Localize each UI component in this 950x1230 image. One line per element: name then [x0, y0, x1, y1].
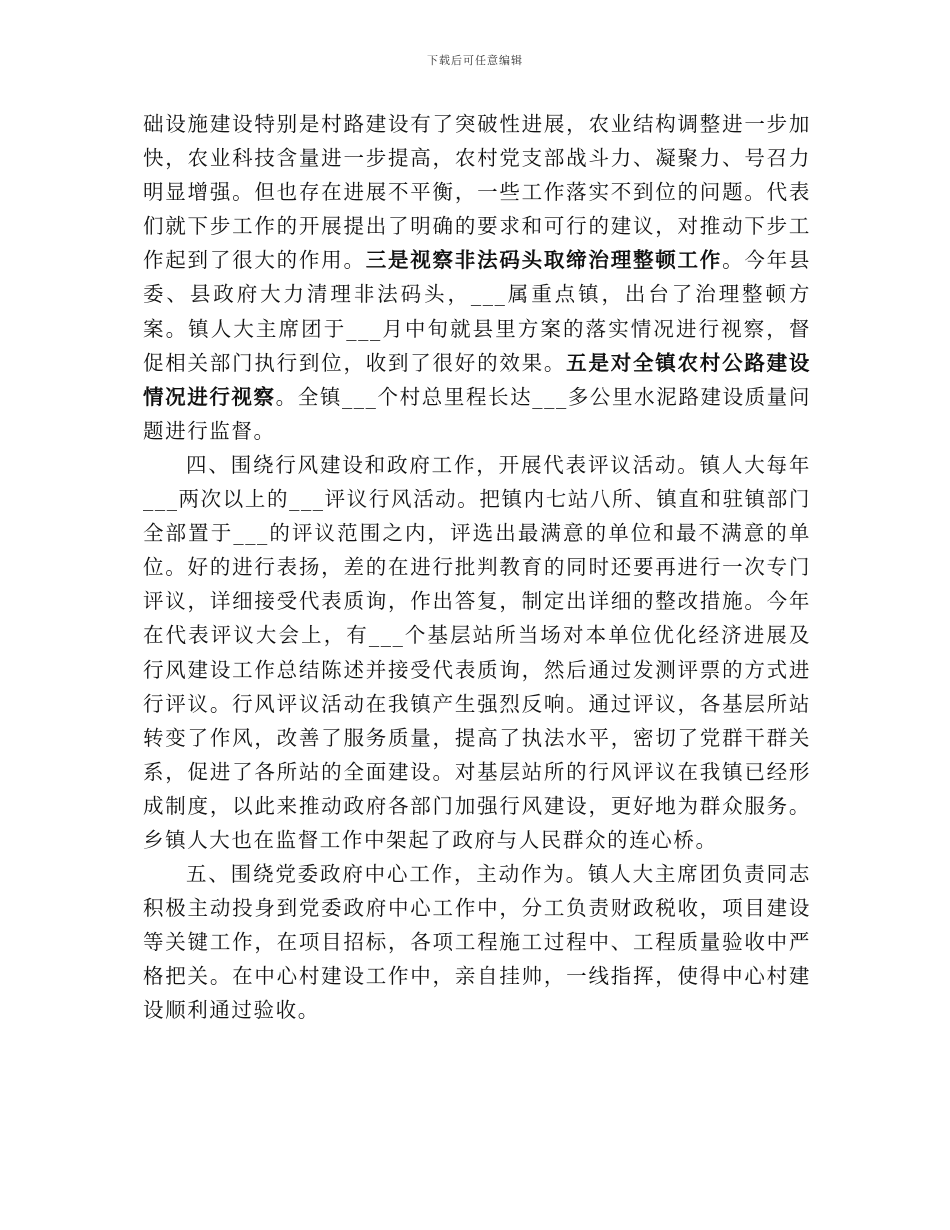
text-run: 五、围绕党委政府中心工作，主动作为。镇人大主席团负责同志积极主动投身到党委政府中心工作中，分工负责财政税收，项目建设等关键工作，在项目招标，各项工程施工过程中、工程质量验收中严格把关。在中心村建设工作中，亲自挂帅，一线指挥，使得中心村建设顺利通过验收。: [143, 862, 811, 1023]
text-run: 础设施建设特别是村路建设有了突破性进展，农业结构调整进一步加快，农业科技含量进一步提高，农村党支部战斗力、凝聚力、号召力明显增强。但也存在进展不平衡，一些工作落实不到位的问题。代表们就下步工作的开展提出了明确的要求和可行的建议，对推动下步工作起到了很大的作用。: [143, 112, 811, 273]
bold-heading-run: 三是视察非法码头取缔治理整顿工作: [365, 248, 723, 273]
paragraph-section-four: [143, 448, 811, 857]
text-run: 四、围绕行风建设和政府工作，开展代表评议活动。镇人大每年___两次以上的___评议行风活动。把镇内七站八所、镇直和驻镇部门全部置于___的评议范围之内，评选出最满意的单位和最不满意的单位。好的进行表扬，差的在进行批判教育的同时还要再进行一次专门评议，详细接受代表质询，作出答复，制定出详细的整改措施。今年在代表评议大会上，有___个基层站所当场对本单位优化经济进展及行风建设工作总结陈述并接受代表质询，然后通过发测评票的方式进行评议。行风评议活动在我镇产生强烈反响。通过评议，各基层所站转变了作风，改善了服务质量，提高了执法水平，密切了党群干群关系，促进了各所站的全面建设。对基层站所的行风评议在我镇已经形成制度，以此来推动政府各部门加强行风建设，更好地为群众服务。乡镇人大也在监督工作中架起了政府与人民群众的连心桥。: [143, 452, 811, 852]
text-run: 。今年县委、县政府大力清理非法码头，___属重点镇，出台了治理整顿方案。镇人大主席团于___月中旬就县里方案的落实情况进行视察，督促相关部门执行到位，收到了很好的效果。: [143, 248, 811, 375]
document-body: [143, 107, 811, 1028]
page-header-note: 下载后可任意编辑: [427, 54, 523, 67]
bold-heading-run: 五是对全镇农村公路建设情况进行视察: [143, 350, 811, 409]
text-run: 。全镇___个村总里程长达___多公里水泥路建设质量问题进行监督。: [143, 384, 811, 443]
paragraph-section-five: [143, 857, 811, 1027]
paragraph-inspection-work: [143, 107, 811, 448]
